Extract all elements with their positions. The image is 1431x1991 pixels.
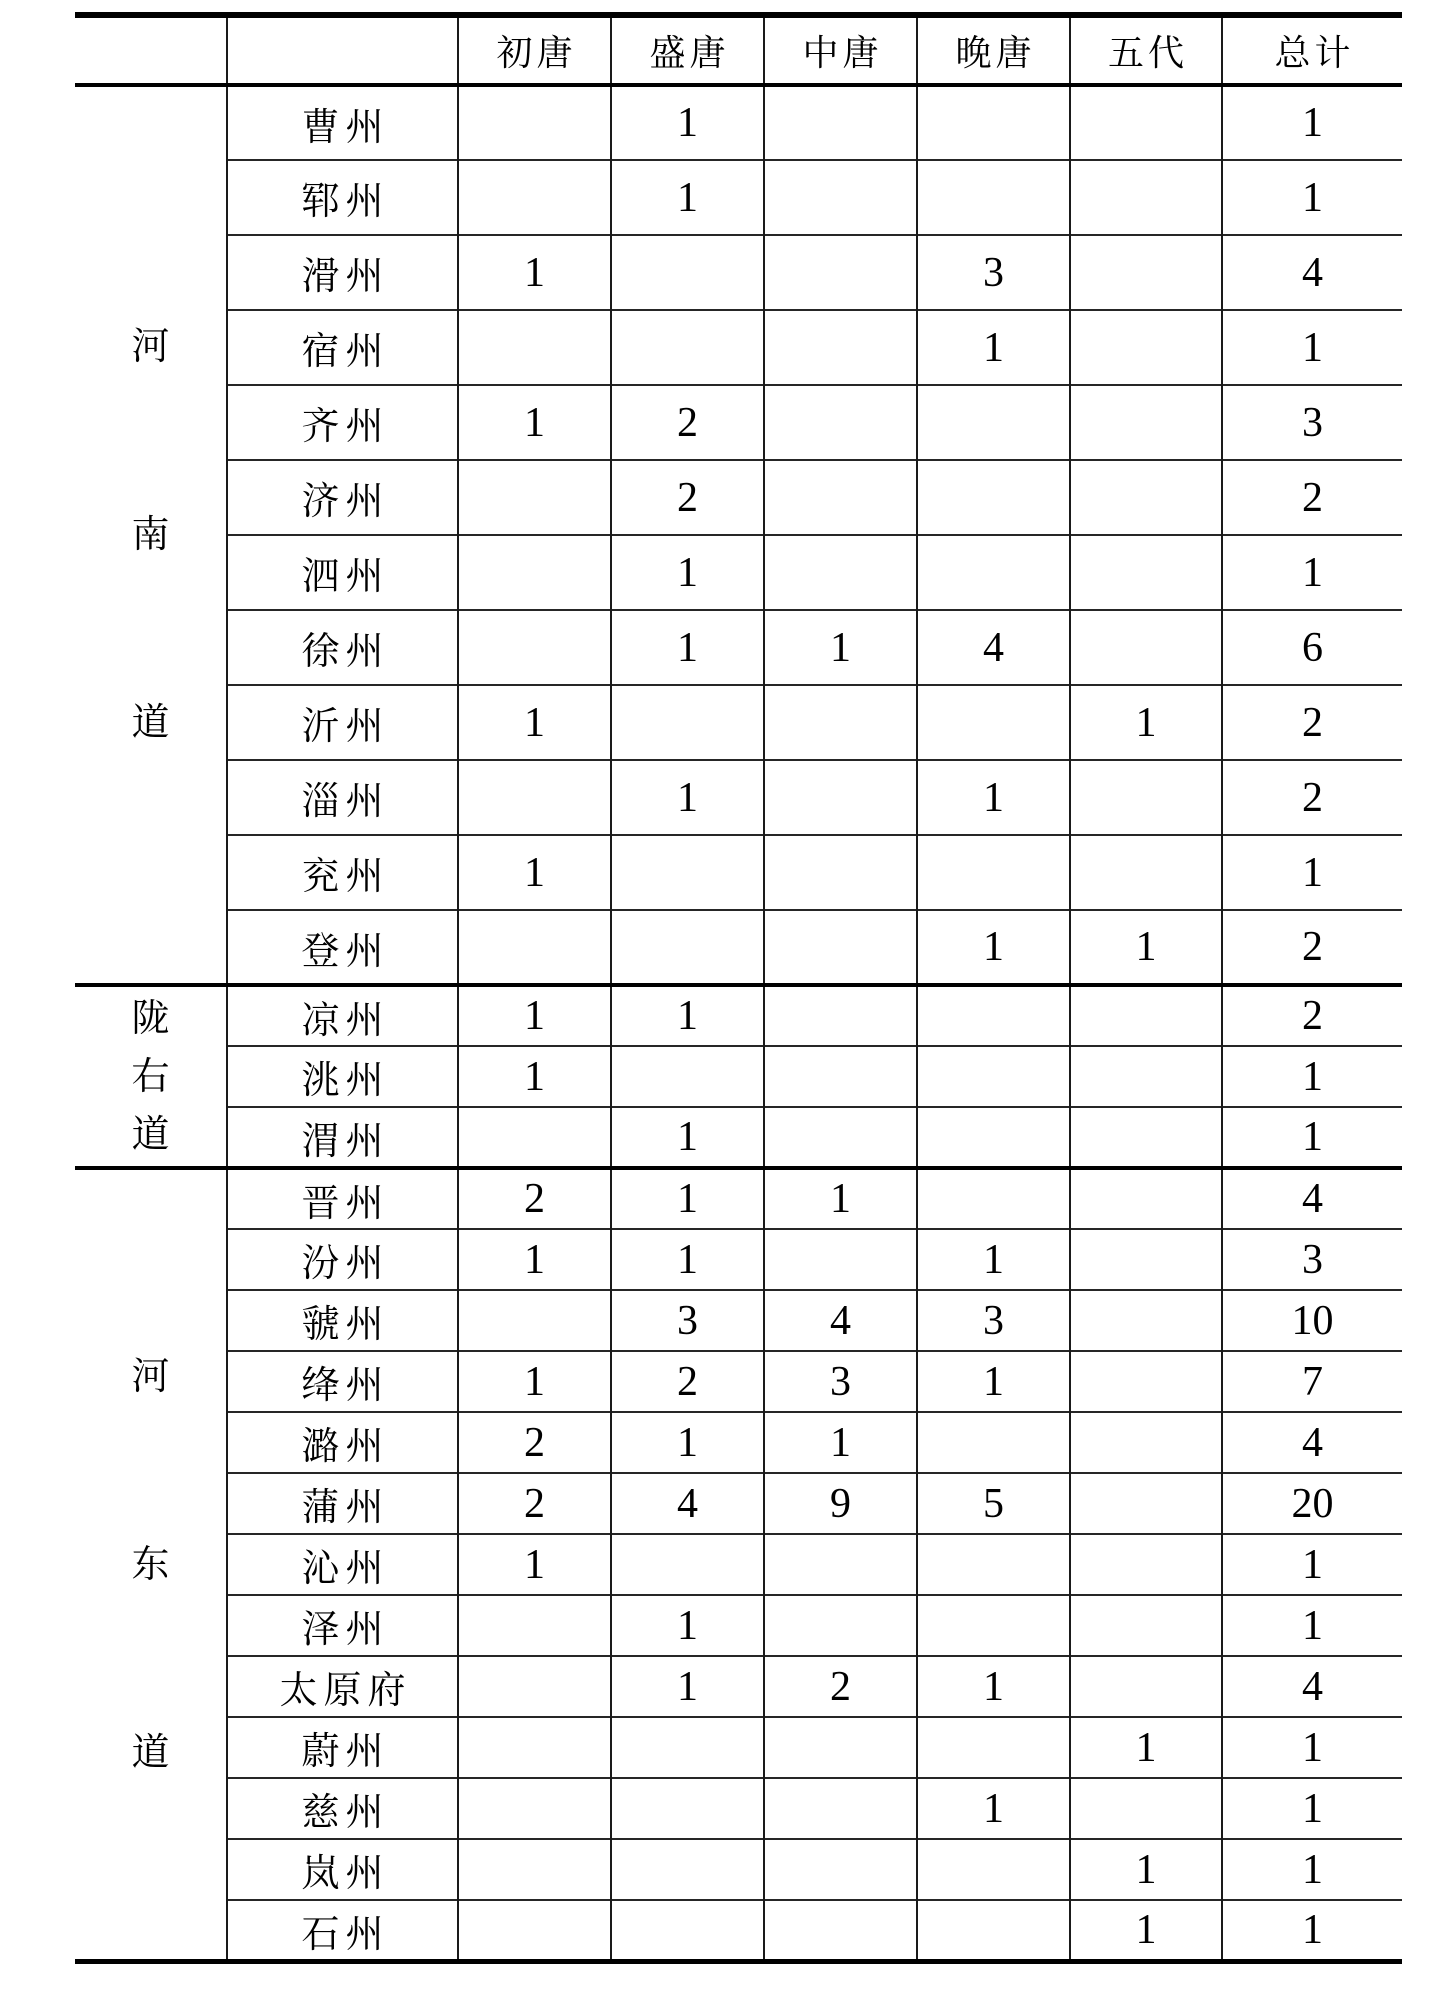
value-cell (1070, 1290, 1222, 1351)
prefecture-cell: 绛州 (227, 1351, 458, 1412)
value-cell (458, 760, 611, 835)
total-cell: 3 (1222, 385, 1402, 460)
period-header: 盛唐 (611, 15, 764, 85)
value-cell: 2 (458, 1168, 611, 1229)
total-cell: 4 (1222, 1168, 1402, 1229)
corner-cell-region (75, 15, 227, 85)
value-cell (764, 760, 917, 835)
value-cell: 2 (611, 1351, 764, 1412)
value-cell: 1 (611, 160, 764, 235)
region-group-cell (75, 1168, 227, 1962)
value-cell (917, 1046, 1070, 1107)
value-cell (1070, 1107, 1222, 1168)
value-cell (764, 1778, 917, 1839)
table-row (75, 1656, 1402, 1717)
prefecture-cell: 渭州 (227, 1107, 458, 1168)
table-row (75, 1473, 1402, 1534)
value-cell (458, 910, 611, 985)
value-cell (458, 610, 611, 685)
table-row (75, 1595, 1402, 1656)
table-row (75, 460, 1402, 535)
value-cell: 1 (1070, 685, 1222, 760)
region-group-cell (75, 985, 227, 1168)
value-cell (611, 1778, 764, 1839)
value-cell: 4 (917, 610, 1070, 685)
table-row (75, 1351, 1402, 1412)
table-body (75, 85, 1402, 1962)
value-cell: 1 (458, 1046, 611, 1107)
total-cell: 1 (1222, 1595, 1402, 1656)
value-cell (611, 310, 764, 385)
value-cell: 1 (764, 610, 917, 685)
table-row (75, 1290, 1402, 1351)
table-row (75, 235, 1402, 310)
prefecture-cell: 徐州 (227, 610, 458, 685)
total-cell: 2 (1222, 985, 1402, 1046)
value-cell (458, 160, 611, 235)
value-cell (764, 835, 917, 910)
table-row (75, 1412, 1402, 1473)
value-cell: 1 (611, 1656, 764, 1717)
value-cell (764, 160, 917, 235)
prefecture-cell: 淄州 (227, 760, 458, 835)
value-cell: 1 (917, 1656, 1070, 1717)
value-cell: 1 (458, 235, 611, 310)
value-cell: 1 (1070, 1839, 1222, 1900)
total-cell: 3 (1222, 1229, 1402, 1290)
value-cell (1070, 610, 1222, 685)
total-cell: 1 (1222, 535, 1402, 610)
total-cell: 20 (1222, 1473, 1402, 1534)
prefecture-cell: 潞州 (227, 1412, 458, 1473)
value-cell (917, 1900, 1070, 1961)
table-row (75, 910, 1402, 985)
table-row (75, 535, 1402, 610)
prefecture-cell: 泗州 (227, 535, 458, 610)
prefecture-cell: 齐州 (227, 385, 458, 460)
table-row (75, 160, 1402, 235)
value-cell: 3 (611, 1290, 764, 1351)
value-cell: 1 (611, 1595, 764, 1656)
value-cell (611, 235, 764, 310)
value-cell: 1 (458, 385, 611, 460)
period-header: 五代 (1070, 15, 1222, 85)
total-cell: 4 (1222, 1412, 1402, 1473)
prefecture-cell: 兖州 (227, 835, 458, 910)
region-label (75, 987, 226, 1166)
value-cell (764, 1229, 917, 1290)
value-cell: 1 (611, 535, 764, 610)
value-cell (611, 1900, 764, 1961)
value-cell (458, 460, 611, 535)
value-cell: 1 (611, 1412, 764, 1473)
region-char: 东 (131, 1543, 170, 1586)
value-cell (917, 535, 1070, 610)
region-label (75, 1170, 226, 1959)
value-cell (458, 1778, 611, 1839)
table-row (75, 1107, 1402, 1168)
table-row (75, 1046, 1402, 1107)
region-char: 河 (131, 326, 170, 368)
total-cell: 1 (1222, 1900, 1402, 1961)
total-cell: 10 (1222, 1290, 1402, 1351)
table-row (75, 610, 1402, 685)
value-cell (917, 1412, 1070, 1473)
table-row (75, 760, 1402, 835)
table-row (75, 1900, 1402, 1961)
value-cell (917, 1107, 1070, 1168)
value-cell: 2 (611, 385, 764, 460)
value-cell: 1 (1070, 1717, 1222, 1778)
corner-cell-prefecture (227, 15, 458, 85)
value-cell (611, 1717, 764, 1778)
value-cell: 1 (764, 1412, 917, 1473)
value-cell (1070, 835, 1222, 910)
value-cell (917, 1839, 1070, 1900)
region-char: 道 (131, 1731, 170, 1774)
value-cell: 5 (917, 1473, 1070, 1534)
value-cell (764, 910, 917, 985)
period-header: 初唐 (458, 15, 611, 85)
value-cell (764, 985, 917, 1046)
value-cell (458, 85, 611, 160)
prefecture-cell: 济州 (227, 460, 458, 535)
total-header: 总计 (1222, 15, 1402, 85)
value-cell (1070, 310, 1222, 385)
table-row (75, 1778, 1402, 1839)
value-cell: 1 (917, 910, 1070, 985)
prefecture-cell: 晋州 (227, 1168, 458, 1229)
value-cell (1070, 1412, 1222, 1473)
total-cell: 1 (1222, 1778, 1402, 1839)
value-cell (1070, 1656, 1222, 1717)
table-row (75, 685, 1402, 760)
value-cell (917, 985, 1070, 1046)
prefecture-cell: 曹州 (227, 85, 458, 160)
value-cell: 1 (917, 760, 1070, 835)
value-cell: 1 (458, 685, 611, 760)
total-cell: 1 (1222, 1107, 1402, 1168)
value-cell (1070, 760, 1222, 835)
total-cell: 2 (1222, 460, 1402, 535)
value-cell (1070, 1046, 1222, 1107)
prefecture-cell: 凉州 (227, 985, 458, 1046)
table-row (75, 1839, 1402, 1900)
value-cell (1070, 160, 1222, 235)
value-cell: 9 (764, 1473, 917, 1534)
value-cell (764, 1900, 917, 1961)
value-cell: 1 (1070, 910, 1222, 985)
prefecture-cell: 慈州 (227, 1778, 458, 1839)
value-cell (458, 310, 611, 385)
value-cell (764, 1717, 917, 1778)
value-cell: 4 (611, 1473, 764, 1534)
region-char: 道 (131, 1113, 170, 1156)
table-header (75, 15, 1402, 85)
table-row (75, 835, 1402, 910)
value-cell (1070, 985, 1222, 1046)
prefecture-cell: 蔚州 (227, 1717, 458, 1778)
value-cell (764, 535, 917, 610)
value-cell (764, 1534, 917, 1595)
value-cell (611, 1046, 764, 1107)
value-cell: 2 (764, 1656, 917, 1717)
table-row (75, 1229, 1402, 1290)
value-cell: 1 (611, 610, 764, 685)
value-cell (764, 1595, 917, 1656)
total-cell: 1 (1222, 1046, 1402, 1107)
table-row (75, 85, 1402, 160)
total-cell: 1 (1222, 835, 1402, 910)
prefecture-cell: 汾州 (227, 1229, 458, 1290)
region-label (75, 87, 226, 983)
value-cell: 1 (917, 1778, 1070, 1839)
total-cell: 4 (1222, 1656, 1402, 1717)
value-cell (917, 685, 1070, 760)
total-cell: 1 (1222, 85, 1402, 160)
value-cell: 1 (1070, 1900, 1222, 1961)
total-cell: 1 (1222, 1839, 1402, 1900)
value-cell (917, 85, 1070, 160)
value-cell: 1 (917, 1351, 1070, 1412)
value-cell (458, 1839, 611, 1900)
prefecture-cell: 沁州 (227, 1534, 458, 1595)
value-cell (764, 685, 917, 760)
value-cell (917, 160, 1070, 235)
value-cell (917, 385, 1070, 460)
value-cell (764, 1839, 917, 1900)
value-cell (611, 910, 764, 985)
value-cell: 1 (611, 1168, 764, 1229)
value-cell: 1 (611, 1229, 764, 1290)
prefecture-cell: 岚州 (227, 1839, 458, 1900)
value-cell: 1 (611, 85, 764, 160)
value-cell: 1 (611, 985, 764, 1046)
prefecture-cell: 滑州 (227, 235, 458, 310)
value-cell (917, 1168, 1070, 1229)
value-cell (1070, 1534, 1222, 1595)
value-cell (1070, 85, 1222, 160)
prefecture-cell: 洮州 (227, 1046, 458, 1107)
value-cell (764, 385, 917, 460)
value-cell: 1 (917, 1229, 1070, 1290)
region-group-cell (75, 85, 227, 985)
value-cell (1070, 235, 1222, 310)
value-cell: 1 (611, 760, 764, 835)
total-cell: 4 (1222, 235, 1402, 310)
value-cell (458, 1656, 611, 1717)
prefecture-cell: 石州 (227, 1900, 458, 1961)
value-cell (1070, 1778, 1222, 1839)
value-cell (764, 310, 917, 385)
table-row (75, 385, 1402, 460)
value-cell (458, 1290, 611, 1351)
prefecture-cell: 沂州 (227, 685, 458, 760)
table-row (75, 985, 1402, 1046)
prefecture-cell: 虢州 (227, 1290, 458, 1351)
value-cell: 1 (458, 985, 611, 1046)
value-cell: 2 (611, 460, 764, 535)
value-cell (917, 1534, 1070, 1595)
region-char: 陇 (131, 997, 170, 1040)
value-cell: 3 (764, 1351, 917, 1412)
value-cell (917, 460, 1070, 535)
value-cell (611, 835, 764, 910)
value-cell (764, 460, 917, 535)
value-cell: 2 (458, 1412, 611, 1473)
value-cell (917, 835, 1070, 910)
prefecture-cell: 郓州 (227, 160, 458, 235)
value-cell (917, 1595, 1070, 1656)
total-cell: 2 (1222, 760, 1402, 835)
value-cell (1070, 1595, 1222, 1656)
total-cell: 7 (1222, 1351, 1402, 1412)
total-cell: 2 (1222, 910, 1402, 985)
value-cell (764, 1046, 917, 1107)
table-row (75, 1534, 1402, 1595)
prefecture-cell: 泽州 (227, 1595, 458, 1656)
value-cell (458, 535, 611, 610)
value-cell: 1 (917, 310, 1070, 385)
prefecture-cell: 蒲州 (227, 1473, 458, 1534)
value-cell (1070, 1473, 1222, 1534)
value-cell (1070, 1229, 1222, 1290)
value-cell: 1 (458, 1351, 611, 1412)
total-cell: 2 (1222, 685, 1402, 760)
region-char: 道 (131, 702, 170, 744)
value-cell (1070, 535, 1222, 610)
period-header: 中唐 (764, 15, 917, 85)
value-cell (611, 1839, 764, 1900)
value-cell (1070, 460, 1222, 535)
value-cell: 3 (917, 1290, 1070, 1351)
value-cell (458, 1595, 611, 1656)
table-row (75, 1717, 1402, 1778)
value-cell: 1 (458, 1534, 611, 1595)
value-cell (458, 1717, 611, 1778)
table-row (75, 310, 1402, 385)
region-char: 南 (131, 514, 170, 556)
value-cell: 1 (611, 1107, 764, 1168)
prefecture-cell: 登州 (227, 910, 458, 985)
table-header-row (75, 15, 1402, 85)
value-cell: 2 (458, 1473, 611, 1534)
prefecture-cell: 宿州 (227, 310, 458, 385)
period-header: 晚唐 (917, 15, 1070, 85)
prefecture-cell: 太原府 (227, 1656, 458, 1717)
total-cell: 1 (1222, 1717, 1402, 1778)
value-cell (458, 1107, 611, 1168)
value-cell: 1 (764, 1168, 917, 1229)
value-cell (1070, 1168, 1222, 1229)
region-char: 右 (131, 1055, 170, 1098)
value-cell (764, 85, 917, 160)
total-cell: 6 (1222, 610, 1402, 685)
value-cell: 1 (458, 835, 611, 910)
total-cell: 1 (1222, 1534, 1402, 1595)
value-cell (764, 235, 917, 310)
region-period-table (75, 12, 1402, 1964)
value-cell (1070, 1351, 1222, 1412)
value-cell: 3 (917, 235, 1070, 310)
value-cell (1070, 385, 1222, 460)
total-cell: 1 (1222, 310, 1402, 385)
value-cell: 4 (764, 1290, 917, 1351)
value-cell (917, 1717, 1070, 1778)
value-cell (458, 1900, 611, 1961)
value-cell: 1 (458, 1229, 611, 1290)
value-cell (611, 1534, 764, 1595)
value-cell (764, 1107, 917, 1168)
value-cell (611, 685, 764, 760)
total-cell: 1 (1222, 160, 1402, 235)
table-row (75, 1168, 1402, 1229)
region-char: 河 (131, 1355, 170, 1398)
